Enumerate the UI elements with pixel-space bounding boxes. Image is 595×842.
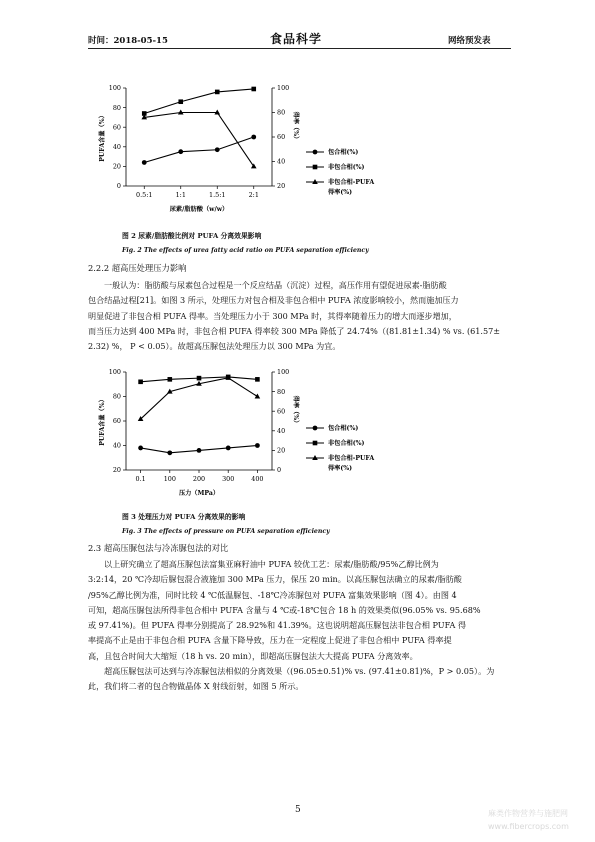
paragraph-line: 3:2:14，20 ℃冷却后脲包混合液施加 300 MPa 压力，保压 20 min。以高压脲包法确立的尿素/脂肪酸 <box>88 574 462 585</box>
legend-label: 得率(%) <box>328 465 353 472</box>
y-tick-label-left: 100 <box>108 84 121 93</box>
data-point-square <box>215 90 220 95</box>
legend-label: 包合相(%) <box>328 149 359 157</box>
figure-3-caption-en: Fig. 3 The effects of pressure on PUFA separation efficiency <box>122 528 330 535</box>
legend-marker-circle <box>313 150 318 155</box>
page-number: 5 <box>295 805 301 815</box>
y-axis-label-right: 得率（%） <box>292 395 299 427</box>
series-line <box>144 137 254 162</box>
series-line <box>144 89 254 114</box>
paragraph-line: 可知，超高压脲包法所得非包合相中 PUFA 含量与 4 ℃或-18℃包合 18 h 的效果类似(96.05% vs. 95.68% <box>88 604 481 615</box>
y-tick-label-right: 80 <box>277 387 286 396</box>
y-tick-label-right: 100 <box>277 368 290 377</box>
y-tick-label-right: 20 <box>277 446 286 455</box>
x-tick-label: 1:1 <box>175 191 186 199</box>
paragraph-line: 超高压脲包法可达到与冷冻脲包法相似的分离效果（(96.05±0.51)% vs. (97.41±0.81)%，P > 0.05）。为 <box>104 666 495 677</box>
section-2-2-2-body <box>88 278 510 354</box>
y-tick-label-right: 100 <box>277 84 290 93</box>
y-tick-label-left: 60 <box>112 417 121 426</box>
data-point-circle <box>178 149 183 154</box>
paragraph-line: 此，我们将二者的包合物做晶体 X 射线衍射，如图 5 所示。 <box>88 681 304 692</box>
watermark-line-2: www.fibercrops.com <box>488 822 569 831</box>
y-tick-label-left: 60 <box>112 123 121 132</box>
data-point-square <box>197 376 202 381</box>
x-tick-label: 0.1 <box>135 475 146 483</box>
y-tick-label-right: 80 <box>277 108 286 117</box>
data-point-square <box>138 380 143 385</box>
x-tick-label: 1.5:1 <box>209 191 226 199</box>
y-tick-label-left: 40 <box>112 441 121 450</box>
data-point-circle <box>142 160 147 165</box>
y-tick-label-left: 0 <box>116 182 121 191</box>
legend-label: 包合相(%) <box>328 425 359 433</box>
data-point-circle <box>251 135 256 140</box>
x-tick-label: 400 <box>251 475 264 483</box>
figure-2-caption-en: Fig. 2 The effects of urea fatty acid ratio on PUFA separation efficiency <box>122 247 369 254</box>
legend-marker-square <box>313 165 318 170</box>
paragraph-line: 包合结晶过程[21]。如图 3 所示，处理压力对包合相及非包合相中 PUFA 浓度影响较小，然而施加压力 <box>88 295 459 306</box>
data-point-circle <box>197 448 202 453</box>
data-point-circle <box>255 443 260 448</box>
y-tick-label-left: 80 <box>112 103 121 112</box>
y-tick-label-left: 100 <box>108 368 121 377</box>
series-line <box>144 113 254 167</box>
data-point-circle <box>167 450 172 455</box>
legend-label: 非包合相-PUFA <box>328 179 375 187</box>
data-point-square <box>178 99 183 104</box>
data-point-square <box>168 377 173 382</box>
header-rule <box>88 48 511 49</box>
data-point-triangle <box>255 394 261 399</box>
watermark-line-1: 麻类作物营养与施肥网 <box>488 809 568 818</box>
section-2-3-heading: 2.3 超高压脲包法与冷冻脲包法的对比 <box>88 543 229 553</box>
paragraph-line: 2.32) %， P < 0.05）。故超高压脲包法处理压力以 300 MPa 为宜。 <box>88 341 341 352</box>
paragraph-line: 率提高不止是由于非包合相 PUFA 含量下降导致，压力在一定程度上促进了非包合相中 PUFA 得率提 <box>88 635 452 646</box>
y-tick-label-right: 60 <box>277 133 286 142</box>
y-tick-label-right: 20 <box>277 182 286 191</box>
x-tick-label: 300 <box>222 475 235 483</box>
paragraph-line: 高，且包合时间大大缩短（18 h vs. 20 min），即超高压脲包法大大提高 PUFA 分离效率。 <box>88 650 418 661</box>
paragraph-line: 明显促进了非包合相 PUFA 得率。当处理压力小于 300 MPa 时，其得率随着压力的增大而逐步增加， <box>88 310 457 321</box>
x-tick-label: 100 <box>163 475 176 483</box>
header-date: 时间：2018-05-15 <box>88 36 168 46</box>
legend-marker-circle <box>313 426 318 431</box>
section-2-3-body <box>88 557 510 695</box>
figure-2-chart <box>88 72 388 222</box>
figure-3-caption-cn: 图 3 处理压力对 PUFA 分离效果的影响 <box>122 513 246 521</box>
y-tick-label-right: 60 <box>277 407 286 416</box>
legend-label: 非包合相(%) <box>328 164 365 172</box>
legend-label: 非包合相(%) <box>328 440 365 448</box>
paragraph-line: 一般认为：脂肪酸与尿素包合过程是一个反应结晶（沉淀）过程，高压作用有望促进尿素-脂肪酸 <box>104 280 447 290</box>
legend-label: 非包合相-PUFA <box>328 455 375 463</box>
y-axis-label-left: PUFA含量（%） <box>99 112 106 162</box>
y-tick-label-right: 0 <box>277 466 282 475</box>
header-tag: 网络预发表 <box>448 36 491 46</box>
paragraph-line: /95%乙醇比例为准，同时比较 4 ℃低温脲包、-18℃冷冻脲包对 PUFA 富集效果影响（图 4）。由图 4 <box>88 589 457 600</box>
x-axis-label: 压力（MPa） <box>178 490 220 497</box>
paragraph-line: 以上研究确立了超高压脲包法富集亚麻籽油中 PUFA 较优工艺：尿素/脂肪酸/95%乙醇比例为 <box>104 559 439 569</box>
section-2-2-2-heading: 2.2.2 超高压处理压力影响 <box>88 263 187 273</box>
y-tick-label-left: 40 <box>112 143 121 151</box>
y-tick-label-left: 20 <box>112 162 121 171</box>
data-point-circle <box>215 147 220 152</box>
paragraph-line: 而当压力达到 400 MPa 时，非包合相 PUFA 得率较 300 MPa 降低了 24.74%（(81.81±1.34) % vs. (61.57± <box>88 325 501 336</box>
y-tick-label-right: 40 <box>277 427 286 435</box>
data-point-circle <box>226 446 231 451</box>
y-axis-label-right: 得率（%） <box>292 111 299 143</box>
figure-3-chart <box>88 362 388 502</box>
x-axis-label: 尿素/脂肪酸（w/w） <box>169 206 229 213</box>
journal-logo: 食品科学 <box>270 32 323 46</box>
data-point-square <box>255 377 260 382</box>
x-tick-label: 2:1 <box>248 191 259 199</box>
figure-2-caption-cn: 图 2 尿素/脂肪酸比例对 PUFA 分离效果影响 <box>122 232 262 240</box>
legend-marker-square <box>313 441 318 446</box>
y-tick-label-left: 20 <box>112 466 121 475</box>
x-tick-label: 200 <box>192 475 206 483</box>
legend-label: 得率(%) <box>328 189 353 196</box>
x-tick-label: 0.5:1 <box>136 191 153 199</box>
y-tick-label-left: 80 <box>112 392 121 401</box>
y-tick-label-right: 40 <box>277 157 286 166</box>
data-point-square <box>251 87 256 92</box>
paragraph-line: 或 97.41%)。但 PUFA 得率分别提高了 28.92%和 41.39%。这也说明超高压脲包法非包合相 PUFA 得 <box>88 620 467 631</box>
data-point-circle <box>138 446 143 451</box>
y-axis-label-left: PUFA含量（%） <box>99 396 106 446</box>
